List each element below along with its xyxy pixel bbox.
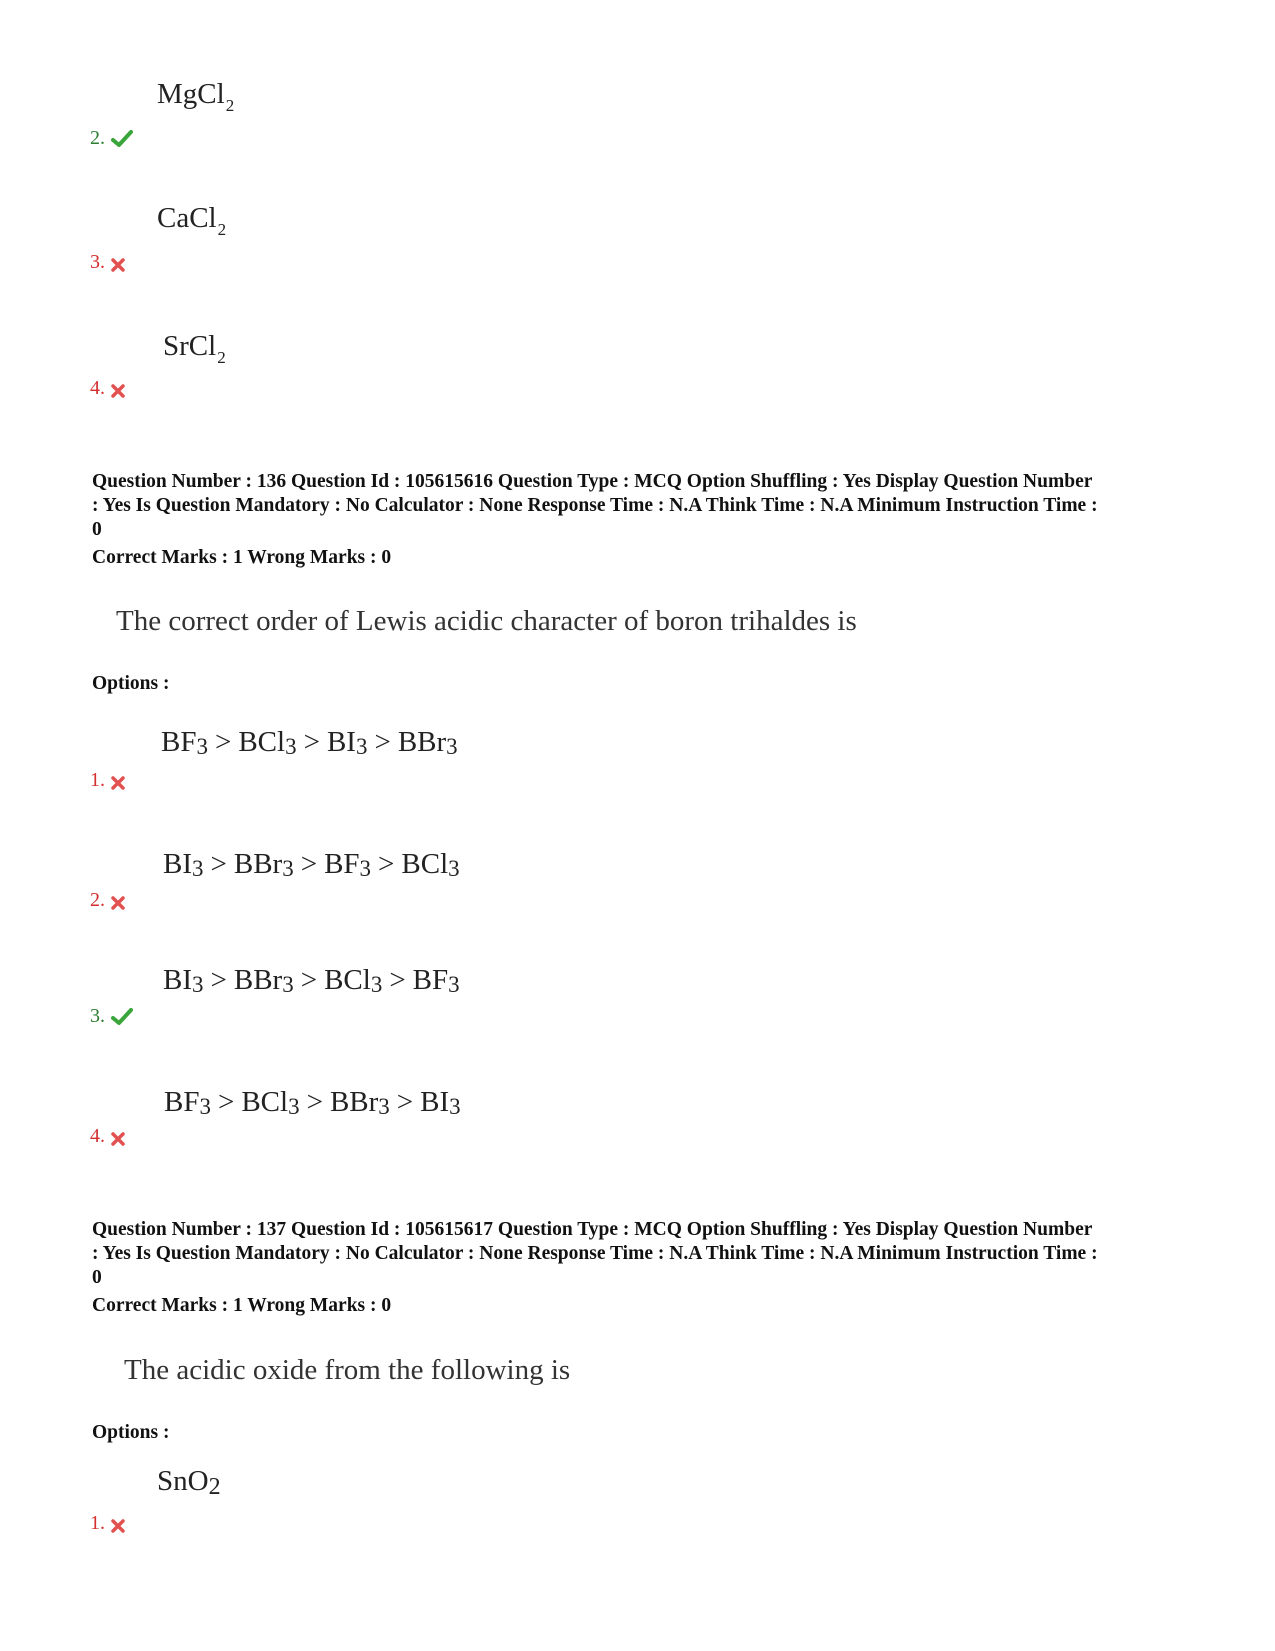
option-formula: CaCl$_2$	[157, 202, 227, 239]
question-text: The correct order of Lewis acidic character of boron trihaldes is	[116, 605, 857, 637]
question-meta	[92, 1218, 1192, 1290]
formula-separator: >	[396, 1086, 414, 1118]
option-formula: MgCl$_2$	[157, 78, 235, 115]
cross-icon	[111, 258, 125, 272]
formula-separator: >	[210, 848, 227, 880]
formula-separator: >	[303, 726, 320, 758]
formula-separator: >	[214, 726, 232, 758]
meta-line: Question Number : 136 Question Id : 105615616 Question Type : MCQ Option Shuffling : Yes Display Question Number	[92, 471, 1093, 492]
formula-term: BCl	[324, 964, 371, 996]
formula-term: BBr	[233, 848, 283, 880]
option-number: 2.	[90, 890, 125, 910]
formula-term: BF	[161, 726, 197, 758]
formula-subscript: 3	[378, 1094, 390, 1119]
cross-icon	[111, 896, 125, 910]
option-formula	[163, 966, 460, 995]
formula-subscript: 3	[355, 734, 368, 759]
option-formula	[163, 850, 460, 879]
meta-line: : Yes Is Question Mandatory : No Calculator : None Response Time : N.A Think Time : N.A Minimum Instruction Time :	[92, 1243, 1098, 1264]
cross-icon	[111, 776, 125, 790]
question-text: The acidic oxide from the following is	[124, 1354, 571, 1386]
formula-term: BF	[164, 1086, 200, 1118]
option-number: 2.	[90, 128, 133, 148]
formula-term: BCl	[401, 848, 449, 880]
check-icon	[111, 1008, 133, 1026]
meta-line: 0	[92, 1267, 102, 1288]
formula-separator: >	[210, 964, 227, 996]
question-marks: Correct Marks : 1 Wrong Marks : 0	[92, 1295, 392, 1316]
formula-subscript: 3	[282, 856, 294, 881]
formula-subscript: 3	[449, 1094, 461, 1119]
formula-separator: >	[300, 964, 318, 996]
option-formula: SrCl$_2$	[163, 330, 226, 367]
question-marks: Correct Marks : 1 Wrong Marks : 0	[92, 547, 392, 568]
formula-term: BI	[163, 964, 192, 996]
meta-line: 0	[92, 519, 102, 540]
formula-subscript: 3	[199, 1094, 211, 1119]
formula-term: BBr	[329, 1086, 379, 1118]
formula-term: BBr	[397, 726, 447, 758]
formula-term: BF	[412, 964, 449, 996]
formula-separator: >	[217, 1086, 235, 1118]
cross-icon	[111, 1519, 125, 1533]
option-number: 1.	[90, 1513, 125, 1533]
formula-term: BI	[326, 726, 356, 758]
option-number: 3.	[90, 252, 125, 272]
formula-separator: >	[389, 964, 406, 996]
formula-separator: >	[374, 726, 391, 758]
formula-subscript: 3	[192, 856, 204, 881]
question-meta	[92, 470, 1192, 542]
formula-term: BI	[420, 1086, 450, 1118]
formula-subscript: 3	[192, 972, 204, 997]
formula-subscript: 3	[446, 734, 458, 759]
option-number: 4.	[90, 378, 125, 398]
formula-term: BCl	[238, 726, 286, 758]
formula-subscript: 3	[282, 972, 294, 997]
cross-icon	[111, 384, 125, 398]
formula-term: BI	[163, 848, 192, 880]
cross-icon	[111, 1132, 125, 1146]
formula-subscript: 3	[359, 856, 372, 881]
options-label: Options :	[92, 673, 170, 694]
option-number: 1.	[90, 770, 125, 790]
meta-line: : Yes Is Question Mandatory : No Calculator : None Response Time : N.A Think Time : N.A Minimum Instruction Time :	[92, 495, 1098, 516]
formula-subscript: 3	[448, 856, 460, 881]
formula-term: BCl	[241, 1086, 289, 1118]
formula-term: BF	[324, 848, 360, 880]
option-formula: SnO2	[157, 1465, 221, 1500]
formula-term: BBr	[233, 964, 283, 996]
formula-separator: >	[306, 1086, 323, 1118]
formula-subscript: 3	[196, 734, 208, 759]
option-formula	[164, 1088, 461, 1117]
option-number: 3.	[90, 1006, 133, 1026]
check-icon	[111, 130, 133, 148]
formula-separator: >	[378, 848, 395, 880]
option-number: 4.	[90, 1126, 125, 1146]
formula-subscript: 3	[370, 972, 383, 997]
formula-subscript: 3	[448, 972, 460, 997]
meta-line: Question Number : 137 Question Id : 105615617 Question Type : MCQ Option Shuffling : Yes Display Question Number	[92, 1219, 1093, 1240]
options-label: Options :	[92, 1422, 170, 1443]
formula-subscript: 3	[285, 734, 297, 759]
option-formula	[161, 728, 458, 757]
formula-separator: >	[300, 848, 318, 880]
formula-subscript: 3	[288, 1094, 300, 1119]
